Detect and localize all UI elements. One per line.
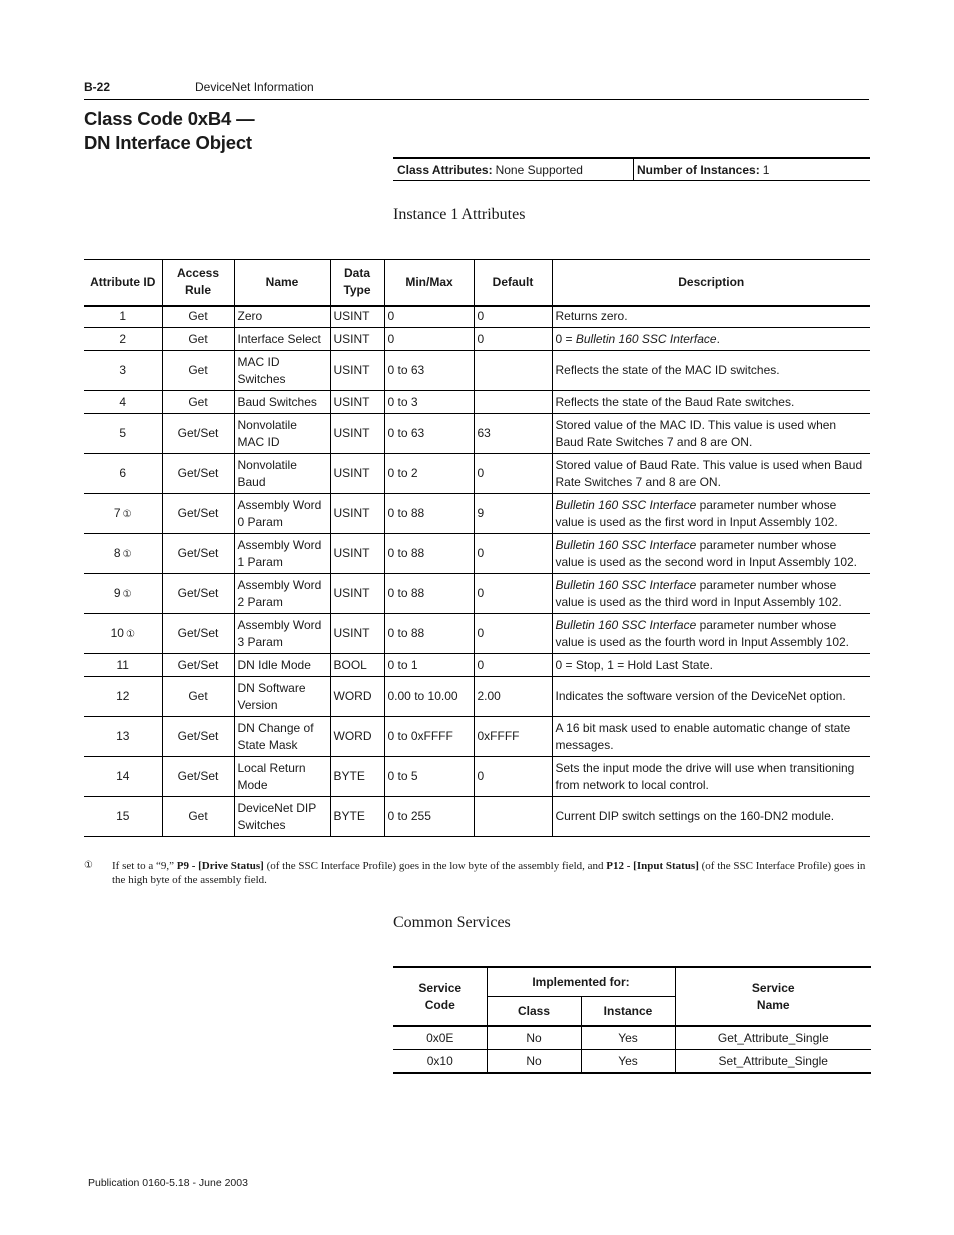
attribute-id-value: 2 <box>119 331 127 346</box>
footnote-ref: ① <box>122 588 132 600</box>
cell-min-max: 0 to 0xFFFF <box>384 717 474 757</box>
cell-name: Nonvolatile Baud <box>234 454 330 494</box>
attribute-id-value: 6 <box>119 466 127 480</box>
cell-instance: Yes <box>581 1050 675 1074</box>
header-data-type-line2: Type <box>343 283 371 298</box>
cell-access-rule: Get/Set <box>162 717 234 757</box>
table-header-row <box>84 260 870 306</box>
footnote-bold-1: P9 - [Drive Status] <box>176 860 264 872</box>
cell-attribute-id <box>84 614 162 654</box>
cell-name: MAC ID Switches <box>234 351 330 391</box>
cell-default <box>474 351 552 391</box>
cell-min-max: 0 to 88 <box>384 574 474 614</box>
table-row <box>84 391 870 414</box>
cell-data-type: BYTE <box>330 797 384 837</box>
cell-name: DN Software Version <box>234 677 330 717</box>
cell-name: DN Idle Mode <box>234 654 330 677</box>
cell-default: 63 <box>474 414 552 454</box>
header-attribute-id: Attribute ID <box>84 260 162 306</box>
section-title: DeviceNet Information <box>195 80 314 94</box>
header-data-type-line1: Data <box>343 266 370 281</box>
cell-attribute-id <box>84 391 162 414</box>
cell-attribute-id <box>84 757 162 797</box>
cell-description <box>552 757 870 797</box>
footnote-ref: ① <box>122 548 132 560</box>
table-row <box>84 797 870 837</box>
cell-description <box>552 677 870 717</box>
number-of-instances-value: 1 <box>762 162 770 177</box>
cell-name: DeviceNet DIP Switches <box>234 797 330 837</box>
number-of-instances-label: Number of Instances: <box>637 162 760 177</box>
header-service-name <box>675 967 871 1026</box>
table-row <box>84 534 870 574</box>
class-attributes-value: None Supported <box>495 162 583 177</box>
cell-min-max: 0 <box>384 306 474 328</box>
cell-service-name: Set_Attribute_Single <box>675 1050 871 1074</box>
cell-data-type: USINT <box>330 391 384 414</box>
cell-data-type: WORD <box>330 717 384 757</box>
cell-description <box>552 414 870 454</box>
instance-table-caption: Instance 1 Attributes <box>393 206 526 223</box>
desc-italic: Bulletin 160 SSC Interface <box>555 497 697 512</box>
table-row <box>393 1026 871 1050</box>
cell-min-max: 0 <box>384 328 474 351</box>
cell-name: Assembly Word 0 Param <box>234 494 330 534</box>
cell-access-rule: Get/Set <box>162 454 234 494</box>
attribute-id-value: 5 <box>119 426 127 440</box>
cell-min-max: 0 to 63 <box>384 351 474 391</box>
desc-text: Stored value of Baud Rate. This value is used when Baud Rate Switches 7 and 8 are ON. <box>555 457 863 489</box>
cell-name: Assembly Word 1 Param <box>234 534 330 574</box>
cell-min-max: 0 to 88 <box>384 494 474 534</box>
table-row <box>84 494 870 534</box>
cell-default: 0 <box>474 454 552 494</box>
cell-attribute-id <box>84 494 162 534</box>
header-instance: Instance <box>581 997 675 1027</box>
page-heading <box>84 107 254 155</box>
footnote-ref: ① <box>122 508 132 520</box>
header-service-code <box>393 967 487 1026</box>
heading-line-2: DN Interface Object <box>84 132 252 153</box>
footnote-part-2: (of the SSC Interface Profile) goes in the low byte of the assembly field, and <box>263 860 607 872</box>
cell-name: Local Return Mode <box>234 757 330 797</box>
desc-text: Stored value of the MAC ID. This value is used when Baud Rate Switches 7 and 8 are ON. <box>555 417 837 449</box>
cell-access-rule: Get/Set <box>162 574 234 614</box>
header-description: Description <box>552 260 870 306</box>
cell-data-type: USINT <box>330 534 384 574</box>
cell-service-name: Get_Attribute_Single <box>675 1026 871 1050</box>
cell-attribute-id <box>84 677 162 717</box>
header-service-code-line1: Service <box>418 980 462 995</box>
desc-text: 0 = Stop, 1 = Hold Last State. <box>555 657 713 672</box>
cell-access-rule: Get <box>162 351 234 391</box>
cell-default: 9 <box>474 494 552 534</box>
cell-access-rule: Get <box>162 328 234 351</box>
cell-data-type: USINT <box>330 614 384 654</box>
table-row <box>84 351 870 391</box>
cell-attribute-id <box>84 414 162 454</box>
cell-name: DN Change of State Mask <box>234 717 330 757</box>
publication-footer: Publication 0160-5.18 - June 2003 <box>88 1177 248 1189</box>
cell-min-max: 0 to 88 <box>384 614 474 654</box>
cell-data-type: USINT <box>330 494 384 534</box>
cell-min-max: 0 to 2 <box>384 454 474 494</box>
footnote-symbol: ① <box>84 860 93 871</box>
cell-data-type: USINT <box>330 351 384 391</box>
desc-italic: Bulletin 160 SSC Interface <box>555 577 697 592</box>
cell-min-max: 0.00 to 10.00 <box>384 677 474 717</box>
header-service-name-line2: Name <box>756 997 790 1012</box>
cell-default <box>474 391 552 414</box>
cell-data-type: WORD <box>330 677 384 717</box>
services-header-row-1 <box>393 967 871 997</box>
cell-default: 0xFFFF <box>474 717 552 757</box>
attribute-id-value: 1 <box>119 309 127 324</box>
cell-data-type: USINT <box>330 306 384 328</box>
attribute-id-value: 13 <box>116 729 130 743</box>
attribute-id-value: 14 <box>116 769 130 783</box>
desc-suffix: parameter number whose value is used as the fourth word in Input Assembly 102. <box>555 617 850 649</box>
class-attributes-cell <box>393 159 634 180</box>
cell-default: 0 <box>474 306 552 328</box>
cell-access-rule: Get/Set <box>162 614 234 654</box>
cell-class: No <box>487 1026 581 1050</box>
common-services-table <box>393 966 871 1074</box>
cell-data-type: USINT <box>330 574 384 614</box>
desc-text: Reflects the state of the MAC ID switches. <box>555 363 780 377</box>
cell-description <box>552 306 870 328</box>
cell-min-max: 0 to 63 <box>384 414 474 454</box>
cell-min-max: 0 to 255 <box>384 797 474 837</box>
table-row <box>84 328 870 351</box>
header-default: Default <box>474 260 552 306</box>
cell-min-max: 0 to 3 <box>384 391 474 414</box>
cell-data-type: BYTE <box>330 757 384 797</box>
cell-default: 0 <box>474 654 552 677</box>
table-row <box>84 654 870 677</box>
header-access-rule <box>162 260 234 306</box>
cell-access-rule: Get <box>162 677 234 717</box>
table-row <box>84 717 870 757</box>
cell-attribute-id <box>84 654 162 677</box>
page-number: B-22 <box>84 80 111 94</box>
desc-suffix: parameter number whose value is used as the first word in Input Assembly 102. <box>555 497 838 529</box>
attribute-id-value: 12 <box>116 689 130 703</box>
cell-description <box>552 534 870 574</box>
cell-data-type: BOOL <box>330 654 384 677</box>
cell-description <box>552 494 870 534</box>
cell-default <box>474 797 552 837</box>
attribute-id-value: 7 <box>113 505 121 520</box>
cell-data-type: USINT <box>330 414 384 454</box>
table-row <box>393 1050 871 1074</box>
desc-suffix: parameter number whose value is used as the second word in Input Assembly 102. <box>555 537 858 569</box>
class-info-box <box>393 157 870 181</box>
header-data-type <box>330 260 384 306</box>
header-class: Class <box>487 997 581 1027</box>
footnote-part-3: (of the SSC Interface Profile) goes in the high byte of the assembly field. <box>112 860 866 886</box>
cell-class: No <box>487 1050 581 1074</box>
cell-description <box>552 717 870 757</box>
cell-service-code: 0x10 <box>393 1050 487 1074</box>
table-row <box>84 414 870 454</box>
cell-access-rule: Get/Set <box>162 654 234 677</box>
footnote-ref: ① <box>125 628 135 640</box>
desc-text: Current DIP switch settings on the 160-DN2 module. <box>555 809 835 823</box>
cell-data-type: USINT <box>330 454 384 494</box>
cell-data-type: USINT <box>330 328 384 351</box>
desc-text: Reflects the state of the Baud Rate switches. <box>555 394 795 409</box>
footnote-text <box>112 859 870 887</box>
desc-text: Sets the input mode the drive will use when transitioning from network to local control. <box>555 760 855 792</box>
cell-description <box>552 454 870 494</box>
desc-text: A 16 bit mask used to enable automatic change of state messages. <box>555 720 851 752</box>
cell-description <box>552 391 870 414</box>
attribute-id-value: 15 <box>116 809 130 823</box>
desc-prefix: 0 = <box>555 331 576 346</box>
cell-default: 0 <box>474 328 552 351</box>
header-min-max: Min/Max <box>384 260 474 306</box>
cell-name: Interface Select <box>234 328 330 351</box>
desc-italic: Bulletin 160 SSC Interface <box>555 617 697 632</box>
attribute-id-value: 9 <box>113 585 121 600</box>
attribute-id-value: 8 <box>113 545 121 560</box>
cell-name: Nonvolatile MAC ID <box>234 414 330 454</box>
cell-attribute-id <box>84 717 162 757</box>
cell-description <box>552 654 870 677</box>
footnote <box>84 859 870 887</box>
cell-min-max: 0 to 5 <box>384 757 474 797</box>
cell-min-max: 0 to 1 <box>384 654 474 677</box>
cell-attribute-id <box>84 454 162 494</box>
cell-default: 0 <box>474 614 552 654</box>
table-row <box>84 454 870 494</box>
header-rule <box>84 99 869 100</box>
class-attributes-label: Class Attributes: <box>397 162 493 177</box>
cell-min-max: 0 to 88 <box>384 534 474 574</box>
table-row <box>84 677 870 717</box>
desc-suffix: parameter number whose value is used as the third word in Input Assembly 102. <box>555 577 842 609</box>
cell-access-rule: Get/Set <box>162 494 234 534</box>
cell-default: 0 <box>474 534 552 574</box>
heading-line-1: Class Code 0xB4 — <box>84 108 255 129</box>
cell-access-rule: Get <box>162 391 234 414</box>
table-row <box>84 757 870 797</box>
cell-attribute-id <box>84 574 162 614</box>
cell-default: 0 <box>474 757 552 797</box>
attribute-id-value: 3 <box>119 363 127 377</box>
cell-access-rule: Get <box>162 797 234 837</box>
table-row <box>84 574 870 614</box>
cell-default: 0 <box>474 574 552 614</box>
cell-access-rule: Get/Set <box>162 534 234 574</box>
desc-italic: Bulletin 160 SSC Interface <box>575 331 717 346</box>
cell-access-rule: Get/Set <box>162 757 234 797</box>
cell-description <box>552 574 870 614</box>
cell-access-rule: Get <box>162 306 234 328</box>
header-access-rule-line2: Rule <box>184 283 211 298</box>
cell-attribute-id <box>84 306 162 328</box>
header-name: Name <box>234 260 330 306</box>
desc-text: Returns zero. <box>555 309 628 324</box>
cell-instance: Yes <box>581 1026 675 1050</box>
instance-attributes-table <box>84 259 870 837</box>
cell-attribute-id <box>84 351 162 391</box>
attribute-id-value: 4 <box>119 394 127 409</box>
cell-description <box>552 614 870 654</box>
services-table-caption: Common Services <box>393 914 511 931</box>
cell-description <box>552 797 870 837</box>
header-implemented-for: Implemented for: <box>487 967 675 997</box>
header-service-code-line2: Code <box>424 997 455 1012</box>
cell-name: Assembly Word 3 Param <box>234 614 330 654</box>
desc-italic: Bulletin 160 SSC Interface <box>555 537 697 552</box>
cell-attribute-id <box>84 797 162 837</box>
number-of-instances-cell <box>634 159 870 180</box>
desc-text: Indicates the software version of the DeviceNet option. <box>555 689 846 703</box>
cell-attribute-id <box>84 328 162 351</box>
table-row <box>84 306 870 328</box>
cell-access-rule: Get/Set <box>162 414 234 454</box>
footnote-part-1: If set to a “9,” <box>112 860 177 872</box>
cell-name: Baud Switches <box>234 391 330 414</box>
table-row <box>84 614 870 654</box>
header-service-name-line1: Service <box>751 980 795 995</box>
cell-name: Assembly Word 2 Param <box>234 574 330 614</box>
cell-description <box>552 351 870 391</box>
header-access-rule-line1: Access <box>176 266 220 281</box>
desc-suffix: . <box>716 331 720 346</box>
cell-description <box>552 328 870 351</box>
attribute-id-value: 11 <box>116 657 129 672</box>
attribute-id-value: 10 <box>110 625 124 640</box>
cell-name: Zero <box>234 306 330 328</box>
footnote-bold-2: P12 - [Input Status] <box>606 860 699 872</box>
cell-service-code: 0x0E <box>393 1026 487 1050</box>
cell-attribute-id <box>84 534 162 574</box>
cell-default: 2.00 <box>474 677 552 717</box>
